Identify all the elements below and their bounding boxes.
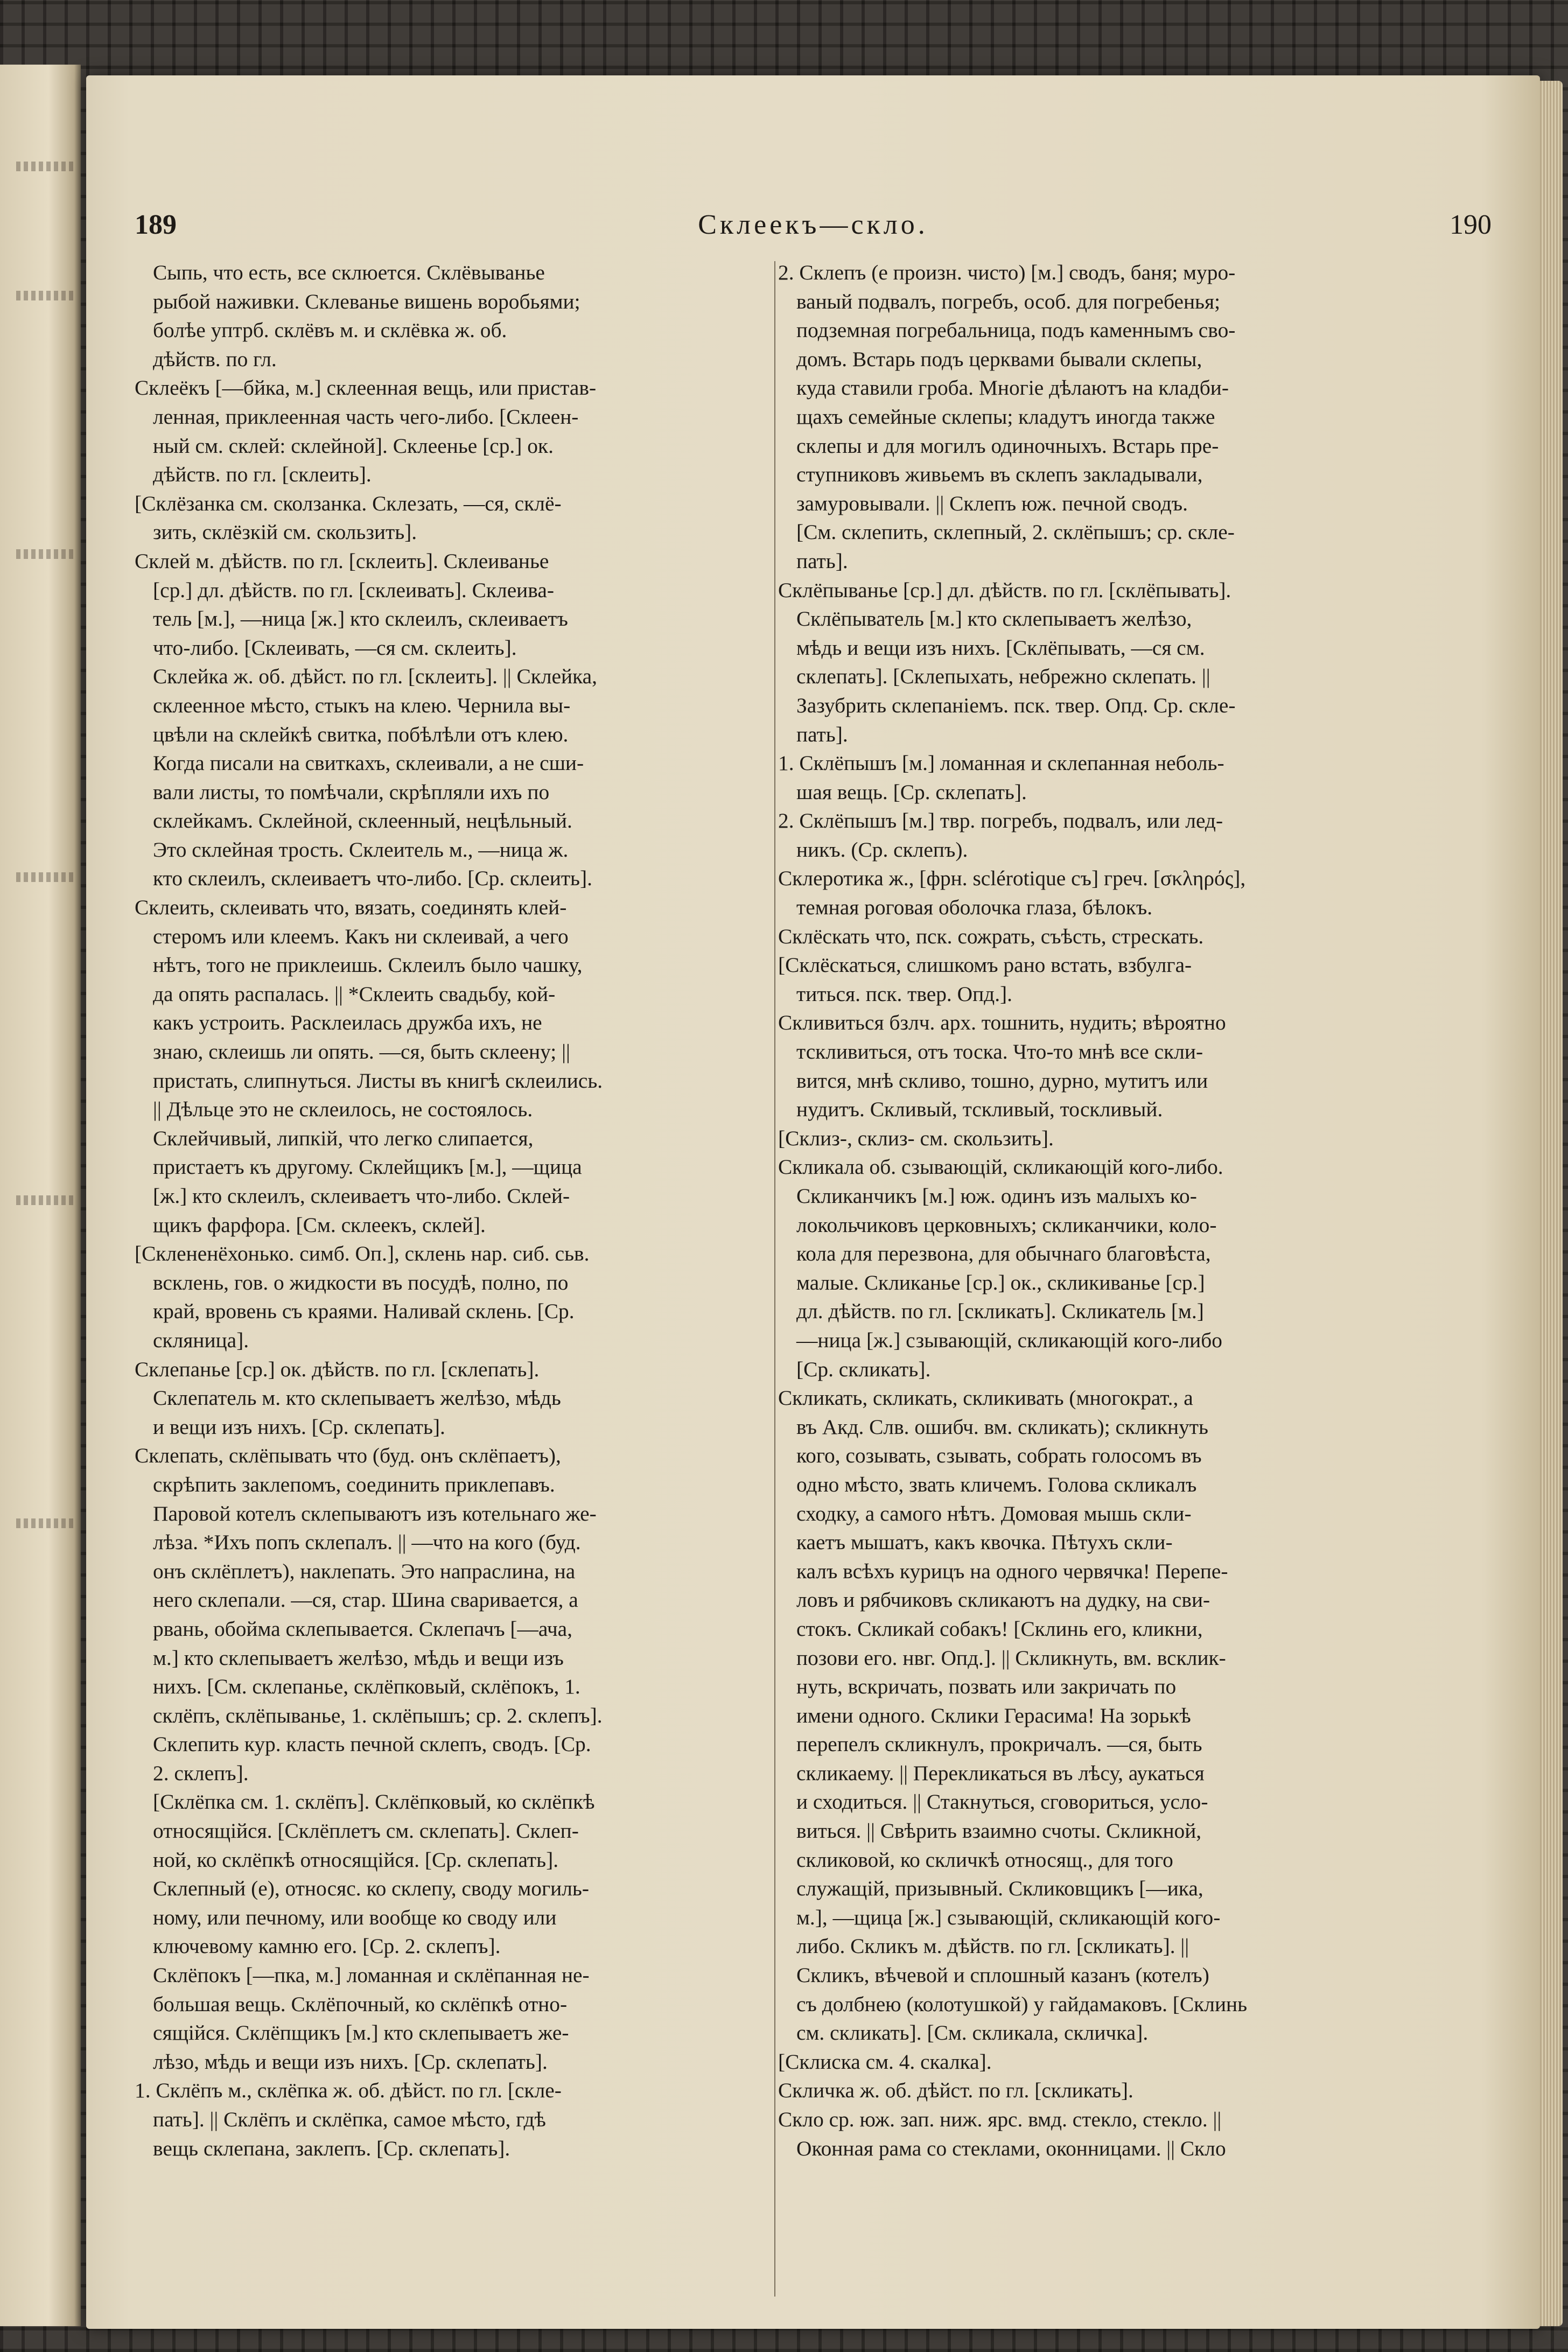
page-header bbox=[135, 209, 1492, 247]
bleed-through-text bbox=[16, 549, 75, 559]
entry-line: склеенное мѣсто, стыкъ на клею. Чернила вы- bbox=[153, 693, 571, 717]
bleed-through-text bbox=[16, 1518, 75, 1528]
entry-line: 2. склепъ]. bbox=[153, 1761, 249, 1785]
entry-line: малые. Скликанье [ср.] ок., скликиванье [ср.] bbox=[796, 1270, 1205, 1294]
entry-line: [Склёскаться, слишкомъ рано встать, взбулга- bbox=[778, 953, 1192, 977]
entry-line: вится, мнѣ скливо, тошно, дурно, мутитъ или bbox=[796, 1068, 1208, 1093]
bleed-through-text bbox=[16, 162, 75, 171]
entry-line: Склёпыватель [м.] кто склепываетъ желѣзо, bbox=[796, 607, 1192, 631]
dictionary-page bbox=[86, 75, 1540, 2329]
entry-line: Склей м. дѣйств. по гл. [склеить]. Склеиванье bbox=[135, 549, 549, 573]
entry-line: вещь склепана, заклепъ. [Ср. склепать]. bbox=[153, 2136, 510, 2160]
entry-line: Скликанчикъ [м.] юж. одинъ изъ малыхъ ко- bbox=[796, 1184, 1197, 1208]
entry-line: 1. Склёпышъ [м.] ломанная и склепанная неболь- bbox=[778, 751, 1224, 775]
entry-line: локольчиковъ церковныхъ; скликанчики, коло- bbox=[796, 1213, 1217, 1237]
entry-line: ступниковъ живьемъ въ склепъ закладывали, bbox=[796, 463, 1203, 487]
entry-line: 2. Склёпышъ [м.] твр. погребъ, подвалъ, или лед- bbox=[778, 809, 1223, 833]
entry-line: нѣтъ, того не приклеишь. Склеилъ было чашку, bbox=[153, 953, 583, 977]
entry-line: позови его. нвг. Опд.]. || Скликнуть, вм. всклик- bbox=[796, 1646, 1226, 1670]
entry-line: ный см. склей: склейной]. Склеенье [ср.] ок. bbox=[153, 433, 554, 458]
entry-line: склепы и для могилъ одиночныхъ. Встарь пре- bbox=[796, 433, 1219, 458]
entry-line: рыбой наживки. Склеванье вишень воробьями; bbox=[153, 289, 580, 313]
entry-line: что-либо. [Склеивать, —ся см. склеить]. bbox=[153, 635, 517, 660]
entry-line: съ долбнею (колотушкой) у гайдамаковъ. [Склинь bbox=[796, 1992, 1248, 2016]
entry-line: большая вещь. Склёпочный, ко склёпкѣ отно- bbox=[153, 1992, 568, 2016]
entry-line: Склеротика ж., [фрн. sclérotique съ] греч. [σκληρός], bbox=[778, 866, 1246, 891]
entry-line: цвѣли на склейкѣ свитка, побѣлѣли отъ клею. bbox=[153, 722, 569, 746]
entry-line: Склепный (е), относяс. ко склепу, своду могиль- bbox=[153, 1877, 589, 1901]
entry-line: Склеёкъ [—бйка, м.] склеенная вещь, или пристав- bbox=[135, 376, 597, 400]
entry-line: ному, или печному, или вообще ко своду или bbox=[153, 1905, 557, 1929]
entry-line: склепать]. [Склепыхать, небрежно склепать. || bbox=[796, 664, 1210, 689]
entry-line: и вещи изъ нихъ. [Ср. склепать]. bbox=[153, 1415, 445, 1439]
entry-line: [ж.] кто склеилъ, склеиваетъ что-либо. Склей- bbox=[153, 1184, 570, 1208]
entry-line: Склёскать что, пск. сожрать, съѣсть, стрескать. bbox=[778, 924, 1204, 948]
entry-line: стеромъ или клеемъ. Какъ ни склеивай, а чего bbox=[153, 924, 569, 948]
entry-line: [Склёзанка см. сколзанка. Склезать, —ся, склё- bbox=[135, 491, 562, 515]
entry-line: скляница]. bbox=[153, 1328, 249, 1352]
entry-line: пать]. bbox=[796, 722, 848, 746]
entry-line: кого, созывать, сзывать, собрать голосомъ въ bbox=[796, 1444, 1202, 1468]
entry-line: ваный подвалъ, погребъ, особ. для погребенья; bbox=[796, 289, 1221, 313]
right-column bbox=[778, 258, 1403, 2163]
entry-line: м.], —щица [ж.] сзывающій, скликающій кого- bbox=[796, 1905, 1221, 1929]
facing-page-edge bbox=[0, 65, 81, 2326]
entry-line: склёпъ, склёпыванье, 1. склёпышъ; ср. 2. склепъ]. bbox=[153, 1703, 603, 1727]
entry-line: 1. Склёпъ м., склёпка ж. об. дѣйст. по гл. [скле- bbox=[135, 2078, 562, 2103]
bleed-through-text bbox=[16, 1195, 75, 1205]
entry-line: сходку, а самого нѣтъ. Домовая мышь скли- bbox=[796, 1501, 1192, 1525]
entry-line: зить, склёзкій см. скользить]. bbox=[153, 520, 417, 544]
entry-line: Это склейная трость. Склеитель м., —ница ж. bbox=[153, 837, 569, 862]
entry-line: Склепатель м. кто склепываетъ желѣзо, мѣдь bbox=[153, 1386, 561, 1410]
entry-line: лѣза. *Ихъ попъ склепалъ. || —что на кого (буд. bbox=[153, 1530, 581, 1555]
entry-line: Склейчивый, липкій, что легко слипается, bbox=[153, 1126, 534, 1150]
bleed-through-text bbox=[16, 291, 75, 300]
entry-line: Скливиться бзлч. арх. тошнить, нудить; вѣроятно bbox=[778, 1011, 1226, 1035]
entry-line: [См. склепить, склепный, 2. склёпышъ; ср. скле- bbox=[796, 520, 1235, 544]
entry-line: [Склёпка см. 1. склёпъ]. Склёпковый, ко склёпкѣ bbox=[153, 1790, 595, 1814]
entry-line: Склёпыванье [ср.] дл. дѣйств. по гл. [склёпывать]. bbox=[778, 578, 1231, 602]
entry-line: нихъ. [См. склепанье, склёпковый, склёпокъ, 1. bbox=[153, 1675, 580, 1699]
entry-line: пристаетъ къ другому. Склейщикъ [м.], —щица bbox=[153, 1155, 582, 1179]
entry-line: рвань, обойма склепывается. Склепачъ [—ача, bbox=[153, 1616, 572, 1641]
entry-line: Скликъ, вѣчевой и сплошный казанъ (котелъ) bbox=[796, 1963, 1209, 1987]
entry-line: 2. Склепъ (е произн. чисто) [м.] сводъ, баня; муро- bbox=[778, 261, 1236, 284]
entry-line: [ср.] дл. дѣйств. по гл. [склеивать]. Склеива- bbox=[153, 578, 554, 602]
entry-line: Скликала об. сзывающій, скликающій кого-либо. bbox=[778, 1155, 1223, 1179]
entry-line: одно мѣсто, звать кличемъ. Голова скликалъ bbox=[796, 1472, 1197, 1496]
entry-line: дл. дѣйств. по гл. [скликать]. Скликатель [м.] bbox=[796, 1299, 1204, 1324]
entry-line: въ Акд. Слв. ошибч. вм. скликать); скликнуть bbox=[796, 1415, 1208, 1439]
entry-line: виться. || Свѣрить взаимно счоты. Скликной, bbox=[796, 1819, 1202, 1843]
entry-line: ключевому камню его. [Ср. 2. склепъ]. bbox=[153, 1934, 501, 1958]
entry-line: нуть, вскричать, позвать или закричать по bbox=[796, 1675, 1177, 1699]
entry-line: всклень, гов. о жидкости въ посудѣ, полно, по bbox=[153, 1270, 569, 1294]
entry-line: служащій, призывный. Скликовщикъ [—ика, bbox=[796, 1877, 1203, 1901]
entry-line: пать]. bbox=[796, 549, 848, 573]
entry-line: знаю, склеишь ли опять. —ся, быть склеену; || bbox=[153, 1040, 570, 1064]
entry-line: край, вровень съ краями. Наливай склень. [Ср. bbox=[153, 1299, 575, 1324]
bleed-through-text bbox=[16, 872, 75, 882]
entry-line: либо. Скликъ м. дѣйств. по гл. [скликать]. || bbox=[796, 1934, 1189, 1958]
entry-line: дѣйств. по гл. bbox=[153, 347, 277, 371]
entry-line: ленная, приклеенная часть чего-либо. [Склеен- bbox=[153, 404, 579, 429]
entry-line: кола для перезвона, для обычнаго благовѣста, bbox=[796, 1242, 1211, 1266]
entry-line: болѣе уптрб. склёвъ м. и склёвка ж. об. bbox=[153, 318, 507, 342]
entry-line: щахъ семейные склепы; кладутъ иногда также bbox=[796, 404, 1215, 429]
entry-line: Паровой котелъ склепываютъ изъ котельнаго же- bbox=[153, 1501, 597, 1525]
entry-line: || Дѣльце это не склеилось, не состоялось. bbox=[153, 1097, 533, 1122]
entry-line: и сходиться. || Стакнуться, сговориться, усло- bbox=[796, 1790, 1208, 1814]
entry-line: Склепить кур. класть печной склепъ, сводъ. [Ср. bbox=[153, 1732, 591, 1756]
entry-line: м.] кто склепываетъ желѣзо, мѣдь и вещи изъ bbox=[153, 1646, 564, 1670]
entry-line: Сыпь, что есть, все склюется. Склёвыванье bbox=[153, 261, 545, 284]
entry-line: Скличка ж. об. дѣйст. по гл. [скликать]. bbox=[778, 2078, 1133, 2103]
entry-line: скрѣпить заклепомъ, соединить приклепавъ. bbox=[153, 1472, 555, 1496]
entry-line: тскливиться, отъ тоска. Что-то мнѣ все скли- bbox=[796, 1040, 1203, 1064]
entry-line: вали листы, то помѣчали, скрѣпляли ихъ по bbox=[153, 780, 550, 804]
entry-line: [Склененёхонько. симб. Оп.], склень нар. сиб. сьв. bbox=[135, 1242, 590, 1266]
running-title: Склеекъ—скло. bbox=[698, 209, 928, 240]
entry-line: щикъ фарфора. [См. склеекъ, склей]. bbox=[153, 1213, 486, 1237]
page-number-left: 189 bbox=[135, 209, 177, 240]
entry-line: —ница [ж.] сзывающій, скликающій кого-либо bbox=[796, 1328, 1222, 1352]
entry-line: домъ. Встарь подъ церквами бывали склепы, bbox=[796, 347, 1202, 371]
entry-line: дѣйств. по гл. [склеить]. bbox=[153, 463, 372, 487]
entry-line: никъ. (Ср. склепъ). bbox=[796, 837, 968, 862]
entry-line: него склепали. —ся, стар. Шина сваривается, а bbox=[153, 1588, 578, 1612]
page-number-right: 190 bbox=[1450, 209, 1492, 240]
entry-line: Склеить, склеивать что, вязать, соединять клей- bbox=[135, 895, 567, 920]
entry-line: замуровывали. || Склепъ юж. печной сводъ. bbox=[796, 491, 1188, 515]
entry-line: Склепать, склёпывать что (буд. онъ склёпаетъ), bbox=[135, 1444, 561, 1468]
entry-line: ной, ко склёпкѣ относящійся. [Ср. склепать]. bbox=[153, 1847, 559, 1872]
entry-line: онъ склёплетъ), наклепать. Это напраслина, на bbox=[153, 1559, 576, 1583]
entry-line: [Ср. скликать]. bbox=[796, 1357, 931, 1381]
entry-line: Оконная рама со стеклами, оконницами. || Скло bbox=[796, 2136, 1226, 2160]
entry-line: относящійся. [Склёплетъ см. склепать]. Склеп- bbox=[153, 1819, 579, 1843]
entry-line: пать]. || Склёпъ и склёпка, самое мѣсто, гдѣ bbox=[153, 2108, 546, 2131]
entry-line: лѣзо, мѣдь и вещи изъ нихъ. [Ср. склепать]. bbox=[153, 2049, 548, 2074]
entry-line: Скликать, скликать, скликивать (многократ., а bbox=[778, 1386, 1193, 1410]
entry-line: перепелъ скликнулъ, прокричалъ. —ся, быть bbox=[796, 1732, 1202, 1756]
entry-line: ловъ и рябчиковъ скликаютъ на дудку, на сви- bbox=[796, 1588, 1210, 1612]
entry-line: [Склиска см. 4. скалка]. bbox=[778, 2049, 992, 2074]
entry-line: темная роговая оболочка глаза, бѣлокъ. bbox=[796, 895, 1153, 920]
entry-line: сящійся. Склёпщикъ [м.] кто склепываетъ же- bbox=[153, 2021, 569, 2045]
entry-line: каетъ мышатъ, какъ квочка. Пѣтухъ скли- bbox=[796, 1530, 1173, 1555]
entry-line: куда ставили гроба. Многіе дѣлаютъ на кладби- bbox=[796, 376, 1229, 400]
entry-line: мѣдь и вещи изъ нихъ. [Склёпывать, —ся см. bbox=[796, 635, 1205, 660]
entry-line: скликовой, ко скличкѣ относящ., для того bbox=[796, 1847, 1173, 1872]
entry-line: кто склеилъ, склеиваетъ что-либо. [Ср. склеить]. bbox=[153, 866, 592, 891]
entry-line: подземная погребальница, подъ каменнымъ сво- bbox=[796, 318, 1236, 342]
entry-line: да опять распалась. || *Склеить свадьбу, кой- bbox=[153, 982, 556, 1006]
entry-line: стокъ. Скликай собакъ! [Склинь его, кликни, bbox=[796, 1616, 1203, 1641]
entry-line: Зазубрить склепаніемъ. пск. твер. Опд. Ср. скле- bbox=[796, 693, 1236, 717]
entry-line: скликаему. || Перекликаться въ лѣсу, аукаться bbox=[796, 1761, 1205, 1785]
entry-line: Скло ср. юж. зап. ниж. ярс. вмд. стекло, стекло. || bbox=[778, 2108, 1222, 2131]
entry-line: титься. пск. твер. Опд.]. bbox=[796, 982, 1013, 1006]
entry-line: Когда писали на свиткахъ, склеивали, а не сши- bbox=[153, 751, 584, 775]
entry-line: Склейка ж. об. дѣйст. по гл. [склеить]. || Склейка, bbox=[153, 664, 597, 689]
entry-line: калъ всѣхъ курицъ на одного червячка! Перепе- bbox=[796, 1559, 1228, 1583]
entry-line: Склёпокъ [—пка, м.] ломанная и склёпанная не- bbox=[153, 1963, 590, 1987]
entry-line: какъ устроить. Расклеилась дружба ихъ, не bbox=[153, 1011, 542, 1035]
column-divider bbox=[774, 261, 775, 2297]
entry-line: тель [м.], —ница [ж.] кто склеилъ, склеиваетъ bbox=[153, 607, 568, 631]
entry-line: [Склиз-, склиз- см. скользить]. bbox=[778, 1126, 1054, 1150]
entry-line: имени одного. Склики Герасима! На зорькѣ bbox=[796, 1703, 1191, 1727]
entry-line: Склепанье [ср.] ок. дѣйств. по гл. [склепать]. bbox=[135, 1357, 540, 1381]
entry-line: пристать, слипнуться. Листы въ книгѣ склеились. bbox=[153, 1068, 603, 1093]
entry-line: нудитъ. Скливый, тскливый, тоскливый. bbox=[796, 1097, 1163, 1122]
left-column bbox=[135, 258, 759, 2163]
entry-line: шая вещь. [Ср. склепать]. bbox=[796, 780, 1027, 804]
entry-line: см. скликать]. [См. скликала, скличка]. bbox=[796, 2021, 1149, 2045]
page-stack-edge bbox=[1540, 81, 1563, 2326]
entry-line: склейкамъ. Склейной, склеенный, нецѣльный. bbox=[153, 809, 572, 833]
